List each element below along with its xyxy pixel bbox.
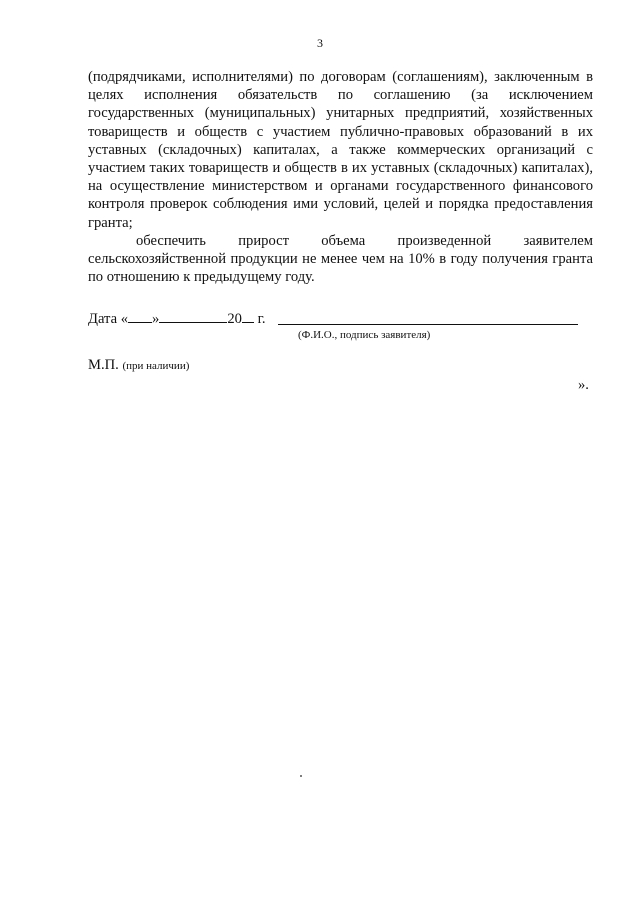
paragraph-obligation: обеспечить прирост объема произведенной заявителем сельскохозяйственной продукции не менее чем на 10% в году получения гранта по отношению к предыдущему году. — [88, 232, 593, 286]
stamp-label: М.П. — [88, 357, 119, 373]
signature-caption: (Ф.И.О., подпись заявителя) — [298, 329, 431, 341]
day-blank — [128, 308, 152, 323]
date-line — [88, 308, 580, 328]
paragraph-continuation: (подрядчиками, исполнителями) по договорам (соглашениям), заключенным в целях исполнения обязательств по соглашению (за исключением государственных (муниципальных) унитарных предприятий, хозяйственных товариществ и обществ с участием публично-правовых образований в их уставных (складочных) капиталах, а также коммерческих организаций с участием таких товариществ и обществ в их уставных (складочных) капиталах), на осуществление министерством и органами государственного финансового контроля проверок соблюдения ими условий, целей и порядка предоставления гранта; — [88, 69, 593, 231]
year-prefix: 20 — [227, 311, 242, 327]
signature-line — [278, 324, 578, 325]
date-label: Дата « — [88, 311, 129, 327]
month-blank — [159, 308, 227, 323]
year-blank — [242, 308, 254, 323]
year-suffix: г. — [257, 311, 266, 327]
stamp-note: (при наличии) — [122, 360, 190, 372]
scan-speck — [300, 775, 302, 777]
date-close-quote: » — [152, 311, 160, 327]
page-number: 3 — [317, 36, 323, 50]
closing-quote: ». — [578, 377, 589, 393]
stamp-placeholder — [88, 357, 189, 374]
document-body — [88, 68, 593, 286]
